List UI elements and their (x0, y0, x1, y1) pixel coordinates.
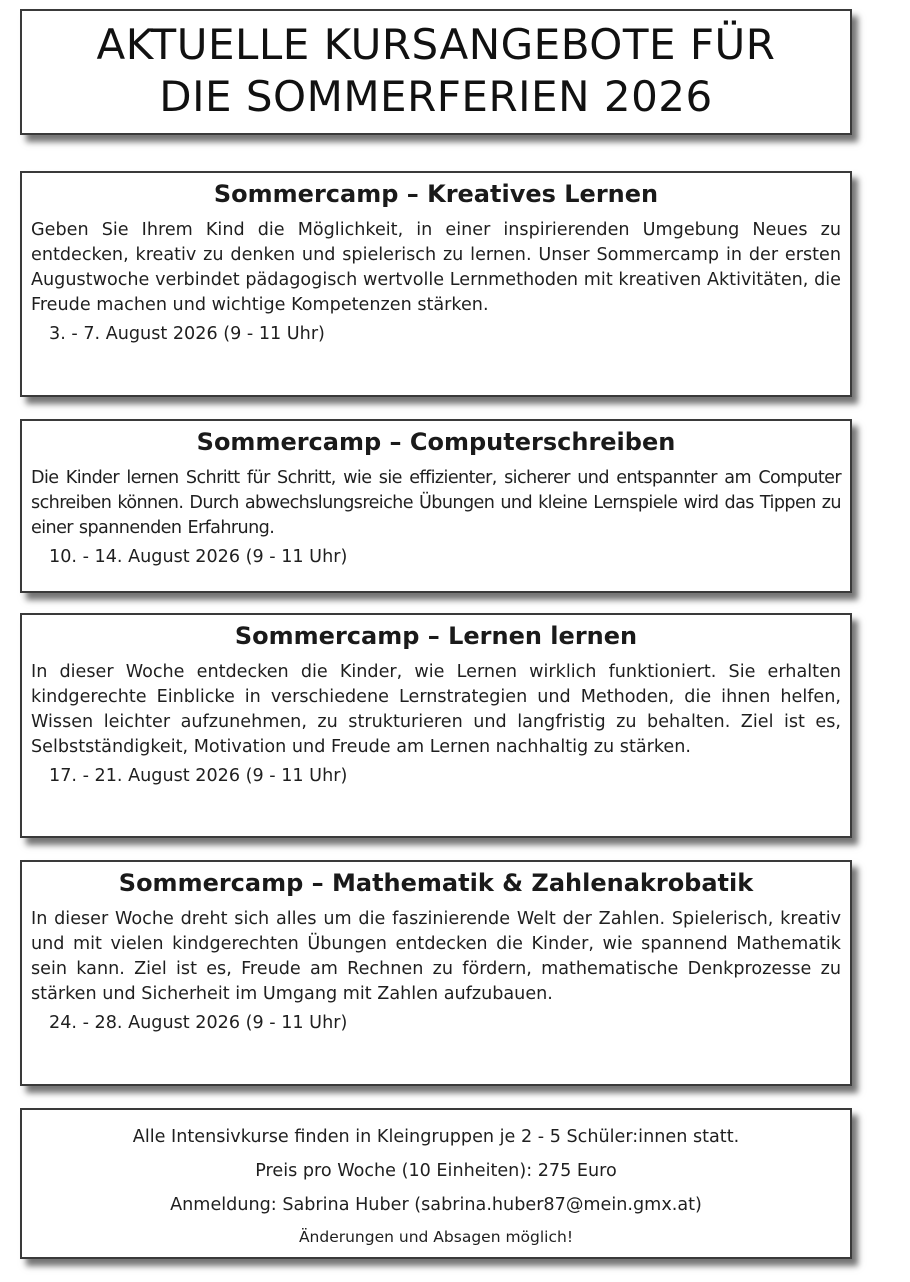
title-box (20, 9, 852, 135)
course-date: 3. - 7. August 2026 (9 - 11 Uhr) (49, 324, 325, 344)
course-description: In dieser Woche dreht sich alles um die faszinierende Welt der Zahlen. Spielerisch, kreativ und mit vielen kindgerechten Übungen entdecken die Kinder, wie spannend Mathematik sein kann. Ziel ist es, Freude am Rechnen zu fördern, mathematische Denkprozesse zu stärken und Sicherheit im Umgang mit Zahlen aufzubauen. (31, 909, 841, 1004)
changes-note: Änderungen und Absagen möglich! (298, 1228, 574, 1246)
course-title: Sommercamp – Lernen lernen (234, 622, 638, 650)
course-title: Sommercamp – Mathematik & Zahlenakrobatik (118, 869, 754, 897)
course-title: Sommercamp – Kreatives Lernen (213, 180, 659, 208)
group-size-info: Alle Intensivkurse finden in Kleingruppen je 2 - 5 Schüler:innen statt. (132, 1127, 740, 1147)
registration-info: Anmeldung: Sabrina Huber (sabrina.huber87@mein.gmx.at) (170, 1195, 702, 1215)
course-description: Geben Sie Ihrem Kind die Möglichkeit, in einer inspirierenden Umgebung Neues zu entdecken, kreativ zu denken und spielerisch zu lernen. Unser Sommercamp in der ersten Augustwoche verbindet pädagogisch wertvolle Lernmethoden mit kreativen Aktivitäten, die Freude machen und wichtige Kompetenzen stärken. (31, 220, 841, 315)
course-date: 10. - 14. August 2026 (9 - 11 Uhr) (49, 547, 348, 567)
course-date: 17. - 21. August 2026 (9 - 11 Uhr) (49, 766, 348, 786)
course-card-mathematik (20, 860, 852, 1086)
page-title-line-2: DIE SOMMERFERIEN 2026 (159, 72, 713, 121)
page-title-line-1: AKTUELLE KURSANGEBOTE FÜR (96, 20, 776, 69)
course-card-computerschreiben (20, 419, 852, 593)
course-title: Sommercamp – Computerschreiben (196, 428, 676, 456)
course-card-kreatives-lernen (20, 171, 852, 397)
course-card-lernen-lernen (20, 613, 852, 838)
price-info: Preis pro Woche (10 Einheiten): 275 Euro (255, 1161, 617, 1181)
course-description: In dieser Woche entdecken die Kinder, wie Lernen wirklich funktioniert. Sie erhalten kindgerechte Einblicke in verschiedene Lernstrategien und Methoden, die ihnen helfen, Wissen leichter aufzunehmen, zu strukturieren und langfristig zu behalten. Ziel ist es, Selbstständigkeit, Motivation und Freude am Lernen nachhaltig zu stärken. (31, 662, 841, 757)
course-description: Die Kinder lernen Schritt für Schritt, wie sie effizienter, sicherer und entspannter am Computer schreiben können. Durch abwechslungsreiche Übungen und kleine Lernspiele wird das Tippen zu einer spannenden Erfahrung. (31, 468, 841, 538)
info-box (20, 1108, 852, 1259)
course-date: 24. - 28. August 2026 (9 - 11 Uhr) (49, 1013, 348, 1033)
